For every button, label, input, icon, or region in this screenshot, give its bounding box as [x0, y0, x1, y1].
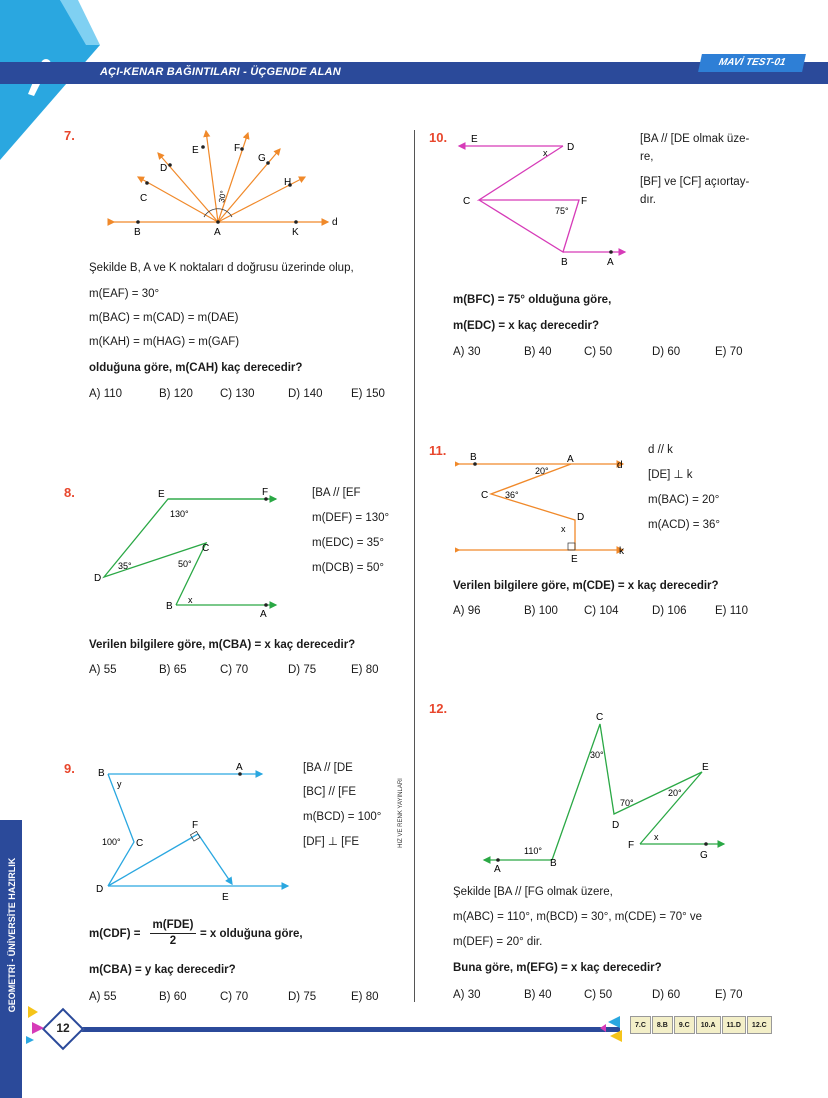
q7-figure	[100, 125, 360, 245]
column-divider	[414, 130, 415, 1002]
q12-option-a[interactable]: A) 30	[453, 989, 481, 1001]
q11-angle-20: 20°	[535, 466, 549, 476]
q8-given-2: m(DEF) = 130°	[312, 512, 390, 524]
q12-label-C: C	[596, 712, 604, 723]
footer-triangles-right	[598, 1010, 628, 1050]
test-label: MAVİ TEST-01	[698, 54, 806, 72]
q8-given-1: [BA // [EF	[312, 487, 361, 499]
answer-key-10: 10.A	[696, 1016, 721, 1034]
q9-given-4: [DF] ⊥ [FE	[303, 836, 360, 848]
q7-label-C: C	[140, 193, 148, 204]
q12-angle-110: 110°	[524, 846, 542, 856]
q12-angle-20: 20°	[668, 788, 682, 798]
q9-option-e[interactable]: E) 80	[351, 991, 379, 1003]
answer-key	[630, 1016, 773, 1034]
q7-line-2: m(EAF) = 30°	[89, 288, 160, 300]
q7-label-d: d	[332, 217, 338, 228]
q11-label-E: E	[571, 554, 578, 565]
q10-option-b[interactable]: B) 40	[524, 346, 552, 358]
footer-triangles-left	[24, 1000, 54, 1050]
q9-condition-pre: m(CDF) =	[89, 928, 141, 940]
q9-option-d[interactable]: D) 75	[288, 991, 317, 1003]
q8-question: Verilen bilgilere göre, m(CBA) = x kaç derecedir?	[89, 639, 356, 651]
q10-label-B: B	[561, 257, 568, 268]
answer-key-12: 12.C	[747, 1016, 772, 1034]
q12-label-D: D	[612, 820, 620, 831]
q11-given-2: [DE] ⊥ k	[648, 469, 693, 481]
q10-figure	[455, 128, 635, 270]
q10-angle-75: 75°	[555, 206, 569, 216]
q12-line-1: Şekilde [BA // [FG olmak üzere,	[453, 886, 613, 898]
q8-figure	[90, 485, 290, 620]
q11-number: 11.	[429, 443, 447, 458]
q12-line-3: m(DEF) = 20° dir.	[453, 936, 543, 948]
q9-question: m(CBA) = y kaç derecedir?	[89, 964, 236, 976]
q12-number: 12.	[429, 701, 448, 716]
q8-angle-x: x	[188, 595, 193, 605]
q10-option-e[interactable]: E) 70	[715, 346, 743, 358]
q8-label-C: C	[202, 543, 210, 554]
q9-label-C: C	[136, 838, 144, 849]
q10-given-1: [BA // [DE olmak üze-	[640, 133, 750, 145]
q7-line-4: m(KAH) = m(HAG) = m(GAF)	[89, 336, 240, 348]
q7-number: 7.	[64, 128, 75, 143]
page-number: 12	[56, 1021, 70, 1035]
q11-option-d[interactable]: D) 106	[652, 605, 687, 617]
q9-label-A: A	[236, 762, 243, 773]
q9-given-1: [BA // [DE	[303, 762, 353, 774]
q11-option-a[interactable]: A) 96	[453, 605, 481, 617]
q7-option-b[interactable]: B) 120	[159, 388, 193, 400]
q10-option-c[interactable]: C) 50	[584, 346, 613, 358]
q10-option-d[interactable]: D) 60	[652, 346, 681, 358]
q9-angle-100: 100°	[102, 837, 121, 847]
q12-question: Buna göre, m(EFG) = x kaç derecedir?	[453, 962, 662, 974]
footer-bar	[60, 1027, 620, 1032]
q9-frac-den: 2	[169, 935, 177, 947]
q8-option-d[interactable]: D) 75	[288, 664, 317, 676]
q8-option-a[interactable]: A) 55	[89, 664, 117, 676]
q9-label-E: E	[222, 892, 229, 903]
publisher-label: HIZ VE RENK YAYINLARI	[397, 778, 404, 848]
answer-key-9: 9.C	[674, 1016, 695, 1034]
q10-line-1: m(BFC) = 75° olduğuna göre,	[453, 294, 612, 306]
q12-angle-30: 30°	[590, 750, 604, 760]
answer-key-7: 7.C	[630, 1016, 651, 1034]
q8-label-E: E	[158, 489, 165, 500]
q11-label-A: A	[567, 454, 574, 465]
q9-given-3: m(BCD) = 100°	[303, 811, 382, 823]
q11-option-e[interactable]: E) 110	[715, 605, 749, 617]
q7-angle-30: 30°	[217, 189, 229, 204]
q7-option-c[interactable]: C) 130	[220, 388, 255, 400]
q12-angle-70: 70°	[620, 798, 634, 808]
q7-line-3: m(BAC) = m(CAD) = m(DAE)	[89, 312, 239, 324]
q8-label-D: D	[94, 573, 102, 584]
q12-label-A: A	[494, 864, 501, 875]
q7-line-1: Şekilde B, A ve K noktaları d doğrusu üzerinde olup,	[89, 262, 354, 274]
answer-key-8: 8.B	[652, 1016, 673, 1034]
q8-angle-50: 50°	[178, 559, 192, 569]
q7-label-A: A	[214, 227, 221, 238]
q9-frac-num: m(FDE)	[150, 919, 196, 934]
q9-label-B: B	[98, 768, 105, 779]
q11-question: Verilen bilgilere göre, m(CDE) = x kaç derecedir?	[453, 580, 719, 592]
q12-option-b[interactable]: B) 40	[524, 989, 552, 1001]
q8-angle-130: 130°	[170, 509, 189, 519]
q12-label-G: G	[700, 850, 708, 861]
q11-given-4: m(ACD) = 36°	[648, 519, 721, 531]
q9-label-D: D	[96, 884, 104, 895]
q9-option-b[interactable]: B) 60	[159, 991, 187, 1003]
q11-label-k: k	[619, 546, 624, 557]
q12-label-F: F	[628, 840, 635, 851]
q11-label-C: C	[481, 490, 489, 501]
q8-option-b[interactable]: B) 65	[159, 664, 187, 676]
q9-condition-post: = x olduğuna göre,	[200, 928, 303, 940]
q10-given-3: [BF] ve [CF] açıortay-	[640, 176, 750, 188]
q10-angle-x: x	[543, 148, 548, 158]
q7-option-d[interactable]: D) 140	[288, 388, 323, 400]
q7-label-F: F	[234, 143, 241, 154]
q12-angle-x: x	[654, 832, 659, 842]
q11-angle-36: 36°	[505, 490, 519, 500]
q8-label-A: A	[260, 609, 267, 620]
q7-option-a[interactable]: A) 110	[89, 388, 123, 400]
q10-given-4: dır.	[640, 194, 656, 206]
q10-label-C: C	[463, 196, 471, 207]
q7-label-E: E	[192, 145, 199, 156]
q9-option-c[interactable]: C) 70	[220, 991, 249, 1003]
q11-option-c[interactable]: C) 104	[584, 605, 619, 617]
q9-number: 9.	[64, 761, 75, 776]
q8-given-4: m(DCB) = 50°	[312, 562, 385, 574]
q11-angle-x: x	[561, 524, 566, 534]
q11-label-d: d	[617, 460, 623, 471]
q12-label-E: E	[702, 762, 709, 773]
q10-label-D: D	[567, 142, 575, 153]
q8-given-3: m(EDC) = 35°	[312, 537, 385, 549]
q9-angle-y: y	[117, 779, 122, 789]
q12-option-c[interactable]: C) 50	[584, 989, 613, 1001]
q8-option-e[interactable]: E) 80	[351, 664, 379, 676]
q7-label-B: B	[134, 227, 141, 238]
chapter-title: AÇI-KENAR BAĞINTILARI - ÜÇGENDE ALAN	[100, 66, 341, 78]
q12-figure	[480, 708, 730, 878]
q8-label-F: F	[262, 487, 269, 498]
q8-label-B: B	[166, 601, 173, 612]
q10-label-A: A	[607, 257, 614, 268]
q7-label-D: D	[160, 163, 168, 174]
q7-label-H: H	[284, 177, 292, 188]
q11-label-B: B	[470, 452, 477, 463]
q7-label-G: G	[258, 153, 266, 164]
q11-given-1: d // k	[648, 444, 673, 456]
q10-given-2: re,	[640, 151, 654, 163]
q11-figure	[455, 448, 635, 568]
q10-question: m(EDC) = x kaç derecedir?	[453, 320, 600, 332]
q12-label-B: B	[550, 858, 557, 869]
sidebar-text: GEOMETRİ - ÜNİVERSİTE HAZIRLIK	[7, 857, 17, 1013]
q8-number: 8.	[64, 485, 75, 500]
q11-given-3: m(BAC) = 20°	[648, 494, 720, 506]
q8-angle-35: 35°	[118, 561, 132, 571]
q7-option-e[interactable]: E) 150	[351, 388, 385, 400]
q9-given-2: [BC] // [FE	[303, 786, 357, 798]
q11-label-D: D	[577, 512, 585, 523]
q12-option-e[interactable]: E) 70	[715, 989, 743, 1001]
answer-key-11: 11.D	[722, 1016, 746, 1034]
q7-label-K: K	[292, 227, 299, 238]
q10-label-E: E	[471, 134, 478, 145]
q11-option-b[interactable]: B) 100	[524, 605, 558, 617]
q10-number: 10.	[429, 130, 448, 145]
q10-label-F: F	[581, 196, 588, 207]
q9-figure	[94, 760, 294, 905]
q9-option-a[interactable]: A) 55	[89, 991, 117, 1003]
q12-option-d[interactable]: D) 60	[652, 989, 681, 1001]
q10-option-a[interactable]: A) 30	[453, 346, 481, 358]
q7-question: olduğuna göre, m(CAH) kaç derecedir?	[89, 362, 303, 374]
q8-option-c[interactable]: C) 70	[220, 664, 249, 676]
q9-label-F: F	[192, 820, 199, 831]
q12-line-2: m(ABC) = 110°, m(BCD) = 30°, m(CDE) = 70° ve	[453, 911, 703, 923]
